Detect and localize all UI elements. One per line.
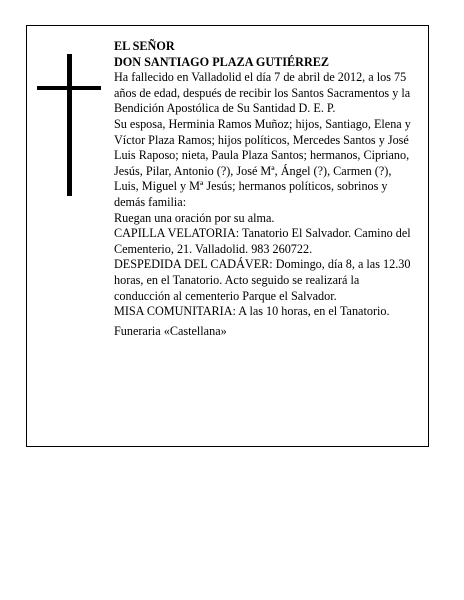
notice-paragraph-death: Ha fallecido en Valladolid el día 7 de abril de 2012, a los 75 años de edad, después de recibir los Santos Sacramentos y la Bendición Apostólica de Su Santidad D. E. P. [114, 70, 411, 116]
notice-deceased-name: DON SANTIAGO PLAZA GUTIÉRREZ [114, 54, 330, 69]
cross-vertical-bar [67, 54, 72, 196]
notice-content [114, 39, 414, 339]
obituary-notice [26, 25, 429, 447]
notice-paragraph-mass: MISA COMUNITARIA: A las 10 horas, en el Tanatorio. [114, 304, 390, 319]
notice-funeral-home: Funeraria «Castellana» [114, 323, 227, 338]
notice-paragraph-family: Su esposa, Herminia Ramos Muñoz; hijos, Santiago, Elena y Víctor Plaza Ramos; hijos políticos, Mercedes Santos y José Luis Raposo; nieta, Paula Plaza Santos; hermanos, Cipriano, Jesús, Pilar, Antonio (?), José Mª, Ángel (?), Carmen (?), Luis, Miguel y Mª Jesús; hermanos políticos, sobrinos y demás familia: [114, 116, 411, 209]
notice-paragraph-chapel: CAPILLA VELATORIA: Tanatorio El Salvador. Camino del Cementerio, 21. Valladolid. 983 260722. [114, 226, 411, 256]
cross-horizontal-bar [37, 86, 101, 90]
notice-paragraph-prayer: Ruegan una oración por su alma. [114, 210, 275, 225]
notice-paragraph-farewell: DESPEDIDA DEL CADÁVER: Domingo, día 8, a las 12.30 horas, en el Tanatorio. Acto seguido se realizará la conducción al cementerio Parque el Salvador. [114, 257, 411, 303]
notice-title-line1: EL SEÑOR [114, 39, 175, 53]
